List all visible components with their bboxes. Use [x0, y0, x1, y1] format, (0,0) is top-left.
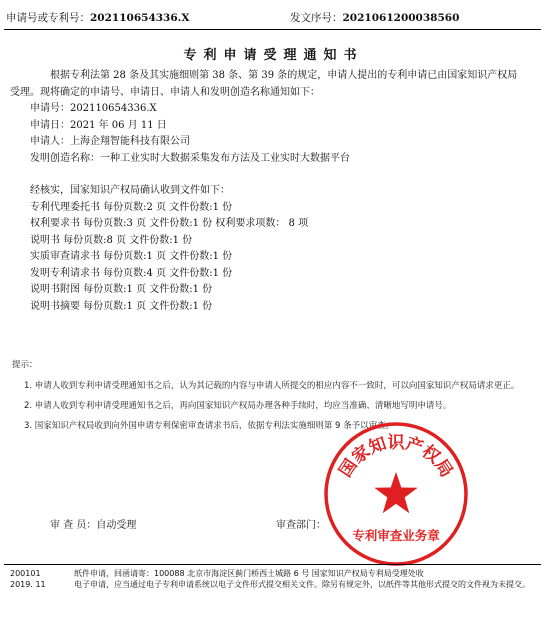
footer-rule: [4, 564, 541, 565]
footer-form-code: 200101: [10, 569, 41, 578]
info-invention-title: 发明创造名称：一种工业实时大数据采集发布方法及工业实时大数据平台: [30, 152, 350, 164]
examiner-signature: 审 查 员：自动受理: [50, 520, 137, 531]
footer-electronic-notice: 电子申请，应当通过电子专利申请系统以电子文件形式提交相关文件。除另有规定外，以纸件等其他形式提交的文件视为未提交。: [74, 580, 530, 589]
footer-form-date: 2019. 11: [10, 580, 46, 589]
seal-bottom-text: 专利审查业务章: [352, 528, 440, 543]
document-title: 专利申请受理通知书: [183, 48, 364, 63]
note-item: 2. 申请人收到专利申请受理通知书之后，再向国家知识产权局办理各种手续时，均应当准确、清晰地写明申请号。: [24, 401, 452, 411]
official-seal: [322, 420, 470, 568]
document-footer: [10, 568, 540, 590]
received-intro: 经核实，国家知识产权局确认收到文件如下：: [30, 185, 230, 196]
application-number-field: [6, 10, 189, 25]
intro-line-2: 受理。现将确定的申请号、申请日、申请人和发明创造名称通知如下：: [10, 86, 320, 98]
document-serial-value: 2021061200038560: [342, 12, 460, 24]
list-item: 说明书附图 每份页数:1 页 文件份数:1 份: [30, 284, 213, 295]
note-item: 3. 国家知识产权局收到向外国申请专利保密审查请求书后，依据专利法实施细则第 9 条予以审查。: [24, 421, 395, 431]
intro-line-1: 根据专利法第 28 条及其实施细则第 38 条、第 39 条的规定，申请人提出的专利申请已由国家知识产权局: [50, 70, 518, 81]
application-number-value: 202110654336.X: [90, 12, 190, 24]
list-item: 发明专利请求书 每份页数:4 页 文件份数:1 份: [30, 267, 233, 279]
intro-paragraph: [30, 68, 535, 85]
received-documents-list: [30, 200, 535, 316]
footer-row: [10, 579, 540, 590]
list-item: 专利代理委托书 每份页数:2 页 文件份数:1 份: [30, 201, 233, 213]
notes-heading: 提示：: [12, 360, 38, 370]
info-application-date: 申请日：2021 年 06 月 11 日: [30, 119, 167, 131]
document-serial-field: [290, 10, 459, 25]
list-item: 权利要求书 每份页数:3 页 文件份数:1 份 权利要求项数： 8 项: [30, 218, 309, 229]
seal-star-icon: [374, 472, 417, 513]
footer-row: [10, 568, 540, 579]
notice-body: [10, 68, 535, 315]
application-number-label: 申请号或专利号：: [6, 12, 90, 24]
list-item: 说明书 每份页数:8 页 文件份数:1 份: [30, 234, 193, 246]
seal-top-text: 国家知识产权局: [335, 433, 457, 481]
list-item: 说明书摘要 每份页数:1 页 文件份数:1 份: [30, 300, 213, 312]
list-item: 实质审查请求书 每份页数:1 页 文件份数:1 份: [30, 251, 233, 262]
note-item: 1. 申请人收到专利申请受理通知书之后，认为其记载的内容与申请人所提交的相应内容不一致时，可以向国家知识产权局请求更正。: [24, 381, 520, 391]
department-signature: 审查部门：: [276, 520, 326, 531]
footer-mail-notice: 纸件申请，回函请寄：100088 北京市海淀区蓟门桥西土城路 6 号 国家知识产权局专利局受理处收: [74, 569, 424, 578]
info-application-number: 申请号：202110654336.X: [30, 103, 157, 114]
header-rule: [4, 29, 541, 30]
info-applicant: 申请人：上海企翔智能科技有限公司: [30, 136, 190, 147]
document-serial-label: 发文序号：: [290, 12, 343, 24]
